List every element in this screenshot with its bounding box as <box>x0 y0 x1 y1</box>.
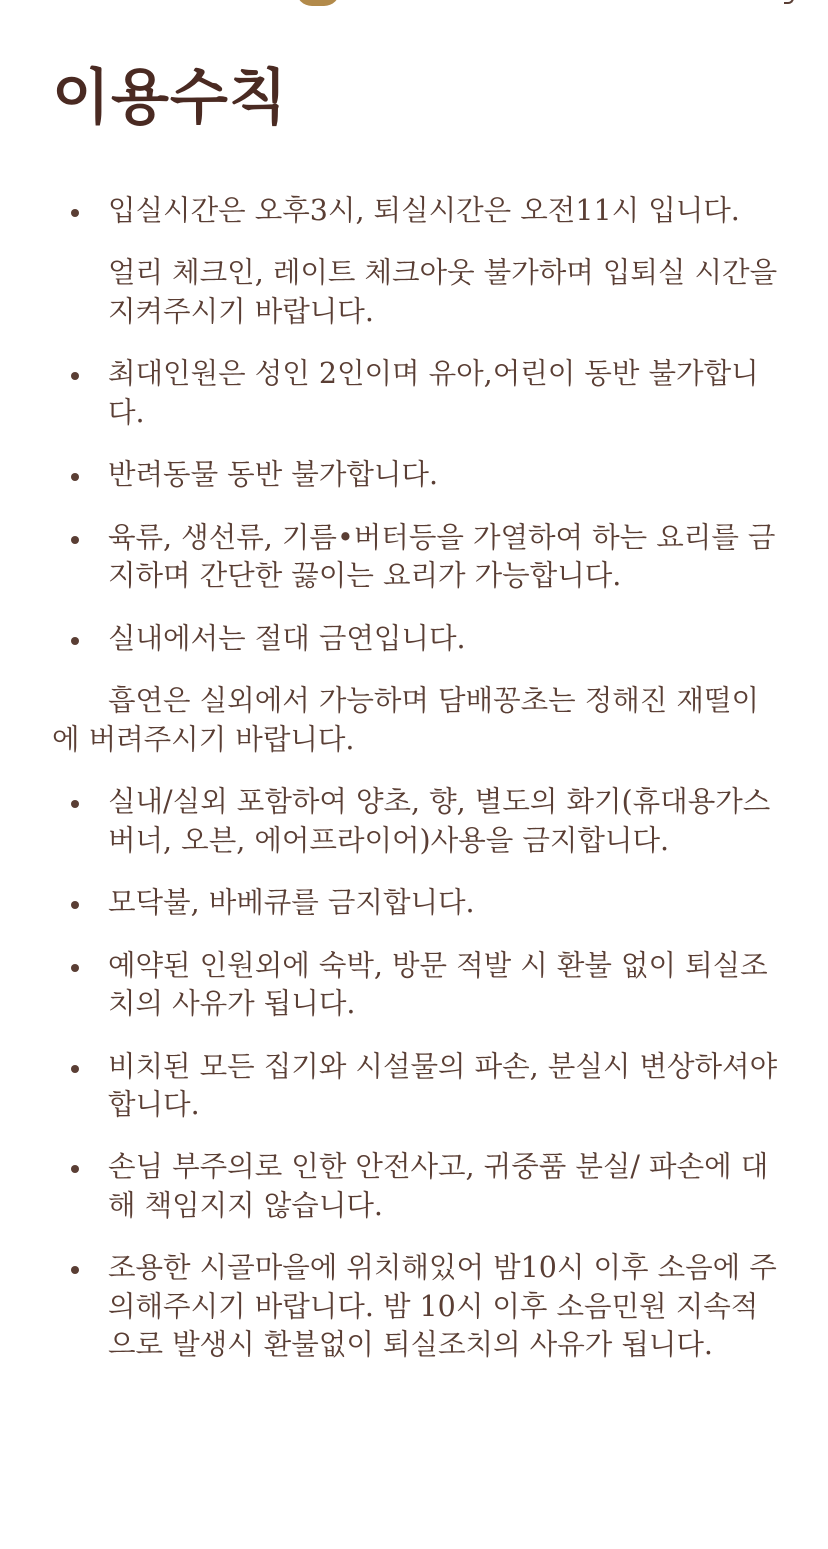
rule-max-guests: 최대인원은 성인 2인이며 유아,어린이 동반 불가합니다. <box>52 355 782 432</box>
rule-liability: 손님 부주의로 인한 안전사고, 귀중품 분실/ 파손에 대해 책임지지 않습니다. <box>52 1148 782 1225</box>
rule-no-smoking: 실내에서는 절대 금연입니다. <box>52 620 782 658</box>
rule-quiet-hours: 조용한 시골마을에 위치해있어 밤10시 이후 소음에 주의해주시기 바랍니다. 밤 10시 이후 소음민원 지속적으로 발생시 환불없이 퇴실조치의 사유가 됩니다. <box>52 1249 782 1364</box>
rule-note-smoking: 흡연은 실외에서 가능하며 담배꽁초는 정해진 재떨이에 버려주시기 바랍니다. <box>52 684 759 756</box>
logo-icon <box>296 0 340 6</box>
rule-no-bbq: 모닥불, 바베큐를 금지합니다. <box>52 884 782 922</box>
house-rules-list <box>52 192 782 1389</box>
rule-extra-guests: 예약된 인원외에 숙박, 방문 적발 시 환불 없이 퇴실조치의 사유가 됩니다. <box>52 947 782 1024</box>
rule-checkin-time: 입실시간은 오후3시, 퇴실시간은 오전11시 입니다. <box>52 192 782 230</box>
rule-no-fire: 실내/실외 포함하여 양초, 향, 별도의 화기(휴대용가스버너, 오븐, 에어프라이어)사용을 금지합니다. <box>52 783 782 860</box>
top-header-fragment <box>0 0 828 8</box>
rule-no-pets: 반려동물 동반 불가합니다. <box>52 456 782 494</box>
menu-icon[interactable] <box>784 0 794 4</box>
page-title: 이용수칙 <box>52 63 288 133</box>
rule-cooking: 육류, 생선류, 기름•버터등을 가열하여 하는 요리를 금지하며 간단한 끓이는 요리가 가능합니다. <box>52 519 782 596</box>
rule-damage: 비치된 모든 집기와 시설물의 파손, 분실시 변상하셔야 합니다. <box>52 1048 782 1125</box>
rule-note-checkin: 얼리 체크인, 레이트 체크아웃 불가하며 입퇴실 시간을 지켜주시기 바랍니다. <box>108 256 778 328</box>
